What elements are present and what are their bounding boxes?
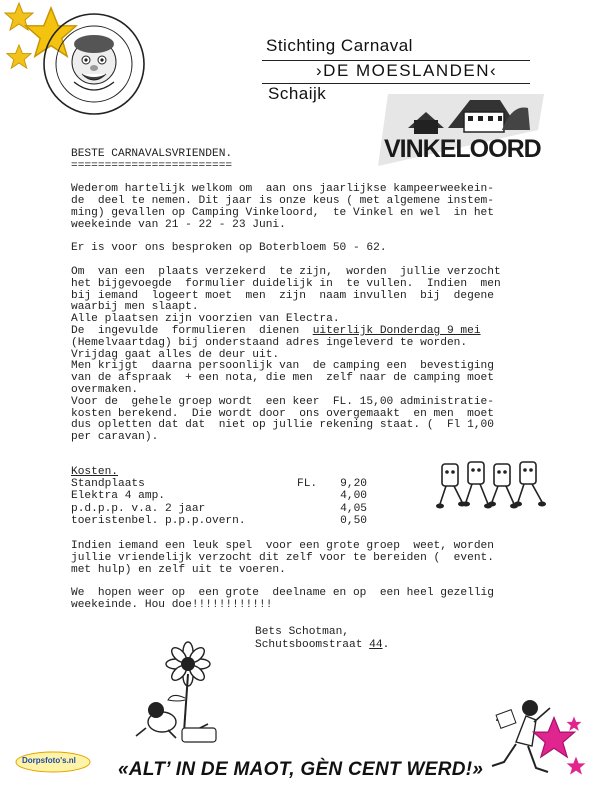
cost-label: Elektra 4 amp. (71, 490, 165, 503)
paragraph-line: kosten berekend. Die wordt door ons overgemaakt en men moet (71, 407, 494, 420)
carnival-slogan: «ALT’ IN DE MAOT, GÈN CENT WERD!» (118, 759, 484, 780)
paragraph-line: Indien iemand een leuk spel voor een grote groep weet, worden (71, 540, 494, 552)
costs-title: Kosten. (71, 466, 118, 478)
cost-value: 4,05 (340, 502, 367, 515)
cost-value: 0,50 (340, 514, 367, 527)
signature-block (255, 626, 389, 651)
vinkeloord-wordmark: VINKELOORD (384, 135, 541, 163)
letter-body (71, 149, 541, 444)
star-icon (566, 716, 582, 732)
carnaval-seal-logo (42, 12, 146, 116)
paragraph-line: per caravan). (71, 431, 159, 444)
paragraph-line: weekeinde. Hou doe!!!!!!!!!!!! (71, 598, 273, 611)
costs-table (71, 466, 367, 527)
signature-address: Schutsboomstraat 44. (255, 638, 390, 651)
letterhead-organization: Stichting Carnaval (266, 36, 413, 55)
paragraph-line: jullie vriendelijk verzocht dit zelf voor te bereiden ( event. (71, 551, 494, 564)
costs-row (71, 478, 367, 490)
star-icon (6, 44, 32, 70)
letter-closing (71, 541, 541, 612)
paragraph-line: Alle plaatsen zijn voorzien van Electra. (71, 313, 340, 326)
paragraph-line: van de afspraak + een nota, die men zelf naar de camping moet (71, 372, 494, 385)
paragraph-line: Om van een plaats verzekerd te zijn, worden jullie verzocht (71, 265, 501, 278)
site-logo-text: Dorpsfoto's.nl (22, 756, 76, 765)
paragraph-line: ming) gevallen op Camping Vinkeloord, te Vinkel en wel in het (71, 206, 494, 219)
letterhead-city: Schaijk (268, 84, 327, 103)
cost-value: 4,00 (340, 490, 367, 503)
cost-label: p.d.p.p. v.a. 2 jaar (71, 502, 206, 515)
paragraph-line: dus opletten dat dat niet op jullie rekening staat. ( Fl 1,00 (71, 419, 494, 432)
star-icon (566, 756, 586, 776)
salutation: BESTE CARNAVALSVRIENDEN. (71, 148, 233, 160)
paragraph-line: waarbij men slaapt. (71, 301, 199, 314)
sunflower-cartoon-illustration (132, 636, 222, 748)
deadline-intro: De ingevulde formulieren dienen (71, 324, 313, 337)
paragraph-line: weekeinde van 21 - 22 - 23 Juni. (71, 218, 286, 231)
letterhead-name: ›DE MOESLANDEN‹ (316, 61, 498, 80)
house-number: 44 (369, 638, 383, 651)
paragraph-line: Wederom hartelijk welkom om aan ons jaarlijkse kampeerweekein- (71, 183, 494, 196)
costs-row (71, 490, 367, 502)
paragraph-line: Men krijgt daarna persoonlijk van de camping een bevestiging (71, 360, 494, 373)
paragraph-line: Voor de gehele groep wordt een keer FL. 15,00 administratie- (71, 395, 494, 408)
dancing-figures-illustration (436, 458, 554, 510)
cost-label: toeristenbel. p.p.p.overn. (71, 514, 246, 527)
paragraph-line: de deel te nemen. Dit jaar is onze keus ( met algemene instem- (71, 195, 494, 208)
paragraph-line: (Hemelvaartdag) bij onderstaand adres ingeleverd te worden. (71, 336, 468, 349)
signature-name: Bets Schotman, (255, 626, 349, 638)
cost-value: 9,20 (340, 478, 367, 491)
costs-row (71, 503, 367, 515)
salutation-rule: ======================== (71, 159, 233, 172)
paragraph-line: Vrijdag gaat alles de deur uit. (71, 348, 280, 361)
costs-row (71, 515, 367, 527)
paragraph-line: het bijgevoegde formulier duidelijk in te vullen. Indien men (71, 277, 501, 290)
paragraph-line (71, 326, 541, 338)
deadline-date: uiterlijk Donderdag 9 mei (312, 324, 481, 337)
paragraph-line: We hopen weer op een grote deelname en op een heel gezellig (71, 587, 494, 600)
paragraph-line: Er is voor ons besproken op Boterbloem 50 - 62. (71, 242, 387, 255)
paragraph-line: met hulp) en zelf uit te voeren. (71, 563, 286, 576)
cost-currency: FL. (297, 478, 318, 491)
paragraph-line: bij iemand logeert moet men zijn naam invullen bij degene (71, 289, 494, 302)
paragraph-line: overmaken. (71, 383, 139, 396)
cost-label: Standplaats (71, 478, 145, 491)
